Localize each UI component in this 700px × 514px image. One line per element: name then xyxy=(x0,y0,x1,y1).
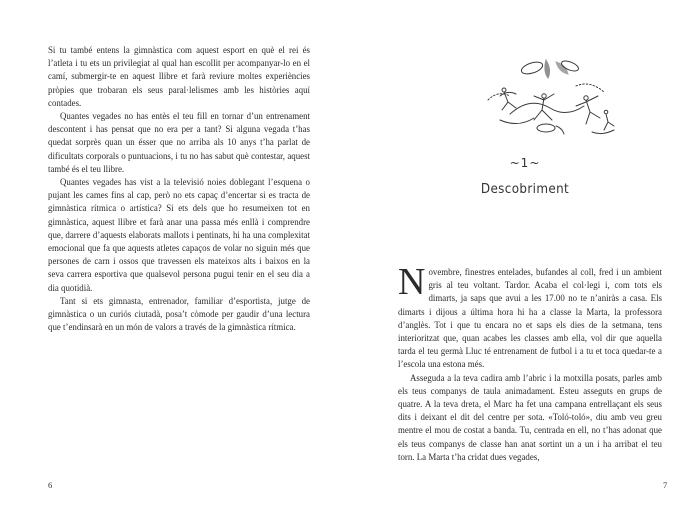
paragraph: Si tu també entens la gimnàstica com aquest esport en què el rei és l’atleta i tu ets un privilegiat al qual han escollit per acompanyar-lo en el camí, submergir-te en aquest llibre et farà reviure moltes experiències pròpies que trobaran els seus paral·lelismes amb les històries aquí contades. xyxy=(48,45,310,108)
drop-cap: N xyxy=(398,261,426,303)
page-number-right: 7 xyxy=(663,480,668,490)
left-page-text xyxy=(48,44,310,334)
chapter-number: ~1~ xyxy=(509,156,541,170)
right-page-text xyxy=(398,261,662,464)
paragraph xyxy=(398,261,662,372)
chapter-title: Descobriment xyxy=(480,182,570,197)
paragraph-text: ovembre, finestres entelades, bufandes al coll, fred i un ambient gris al teu voltant. Tardor. Acaba el col·legi i, com tots els dimarts, ja saps que avui a les 17.00 no te n’aniràs a casa. Els dimarts i dijous a última hora hi ha a classe la Marta, la professora d’anglès. Tot i que tu encara no et saps els dies de la setmana, tens interioritzat que, quan acabes les classes amb ella, vol dir que aquella tarda el teu germà Lluc té entrenament de futbol i a tu et toca quedar-te a l’escola una estona més. xyxy=(398,267,662,370)
paragraph: Asseguda a la teva cadira amb l’abric i la motxilla posats, parles amb els teus companys de taula animadament. Esteu asseguts en grups de quatre. A la teva dreta, el Marc ha fet una campana entrellaçant els seus dits i deixant el dit del centre per sota. «Toló-toló», diu amb veu greu mentre el mou de costat a banda. Tu, centrada en ell, no t’has adonat que els teus companys de classe han anat sortint un a un i ha arribat el teu torn. La Marta t’ha cridat dues vegades, xyxy=(398,372,662,462)
paragraph: Quantes vegades has vist a la televisió noies doblegant l’esquena o pujant les cames fins al cap, però no ets capaç d’encertar si es tracta de gimnàstica rítmica o artística? Si ets dels que ho resumeixen tot en gimnàstica, aquest llibre et farà anar una passa més enllà i comprendre que, darrere d’aquests elaborats mallots i pentinats, hi ha una complexitat emocional que fa que aquests atletes capaços de volar no siguin més que persones de carn i ossos que travessen els mateixos alts i baixos en la seva carrera esportiva que qualsevol persona pugui tenir en el seu dia a dia quotidià. xyxy=(48,177,310,293)
page-number-left: 6 xyxy=(48,480,53,490)
right-page xyxy=(350,0,700,514)
paragraph: Quantes vegades no has entès el teu fill en tornar d’un entrenament descontent i has pensat que no era per a tant? Si alguna vegada t’has quedat sorprès quan un ésser que no arriba als 10 anys t’ha parlat de dificultats corporals o puntuacions, i tu no has sabut què contestar, aquest també és el teu llibre. xyxy=(48,111,310,174)
gymnast-sketch-icon xyxy=(480,56,620,140)
paragraph: Tant si ets gimnasta, entrenador, familiar d’esportista, jutge de gimnàstica o un curiós ciutadà, posa’t còmode per gaudir d’una lectura que t’endinsarà en un món de valors a través de la gimnàstica rítmica. xyxy=(48,295,310,333)
